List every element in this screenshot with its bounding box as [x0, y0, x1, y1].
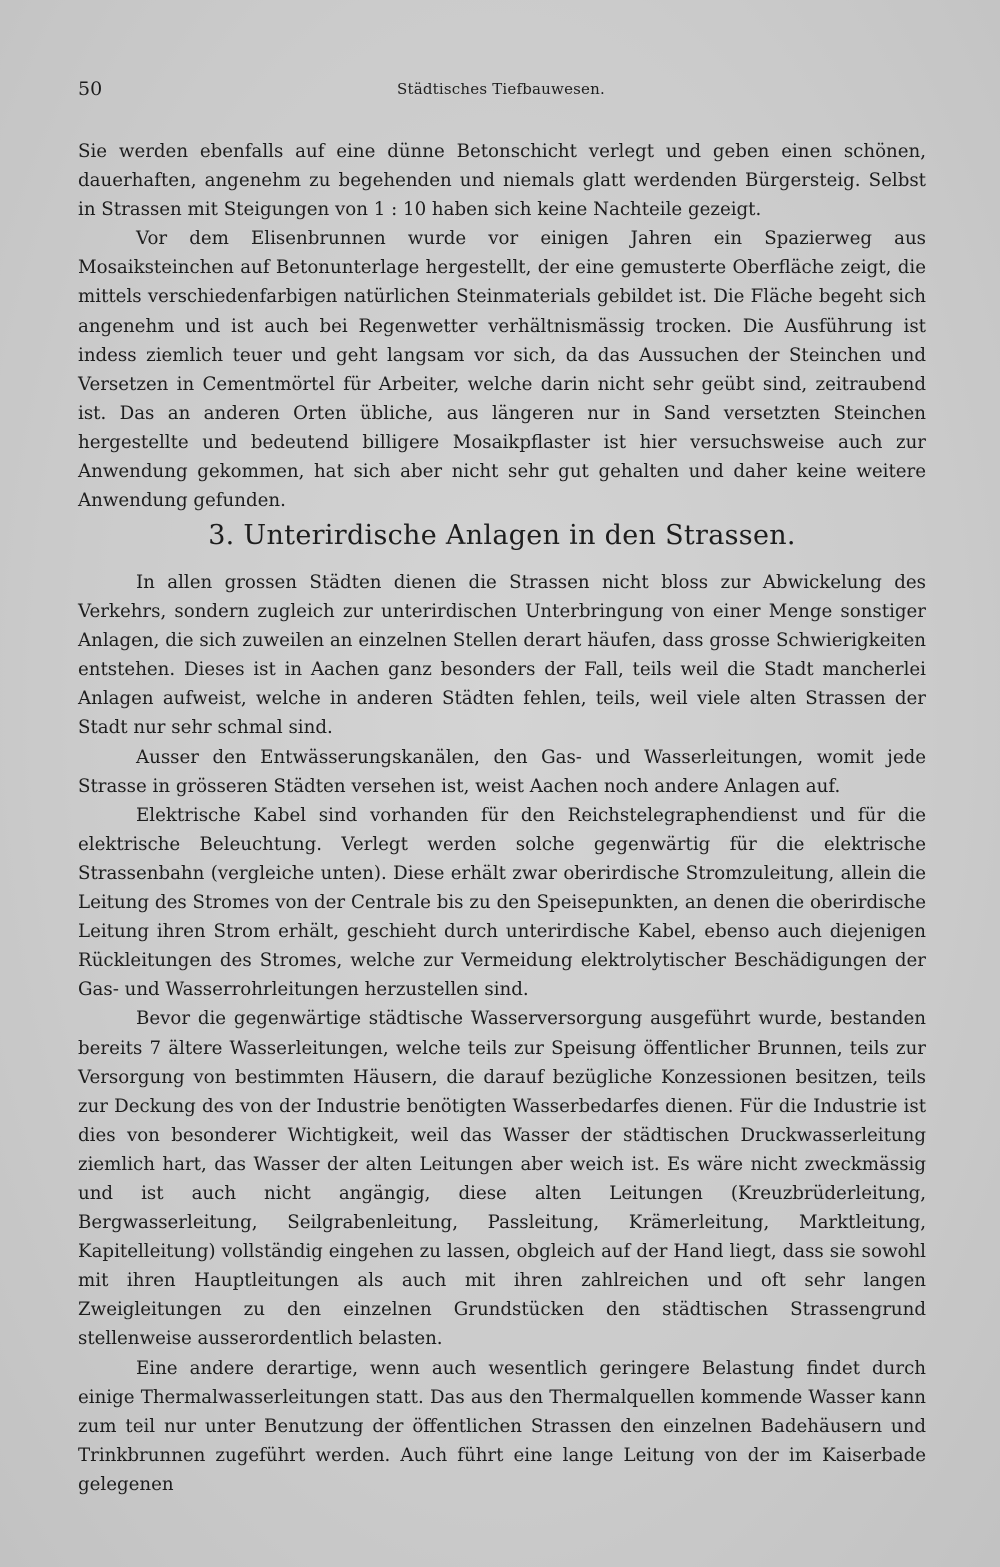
running-title: Städtisches Tiefbauwesen.	[397, 80, 605, 98]
paragraph: Vor dem Elisenbrunnen wurde vor einigen Jahren ein Spazierweg aus Mosaiksteinchen auf Betonunterlage hergestellt, der eine gemusterte Oberfläche zeigt, die mittels verschiedenfarbigen natürlichen Steinmaterials gebildet ist. Die Fläche begeht sich angenehm und ist auch bei Regenwetter verhältnismässig trocken. Die Ausführung ist indess ziemlich teuer und geht langsam vor sich, da das Aussuchen der Steinchen und Versetzen in Cementmörtel für Arbeiter, welche darin nicht sehr geübt sind, zeitraubend ist. Das an anderen Orten übliche, aus längeren nur in Sand versetzten Steinchen hergestellte und bedeutend billigere Mosaikpflaster ist hier versuchsweise auch zur Anwendung gekommen, hat sich aber nicht sehr gut gehalten und daher keine weitere Anwendung gefunden.	[78, 228, 926, 512]
paragraph: Elektrische Kabel sind vorhanden für den Reichstelegraphendienst und für die elektrische Beleuchtung. Verlegt werden solche gegenwärtig für die elektrische Strassenbahn (vergleiche unten). Diese erhält zwar oberirdische Stromzuleitung, allein die Leitung des Stromes von der Centrale bis zu den Speisepunkten, an denen die oberirdische Leitung ihren Strom erhält, geschieht durch unterirdische Kabel, ebenso auch diejenigen Rückleitungen des Stromes, welche zur Vermeidung elektrolytischer Beschädigungen der Gas- und Wasserrohrleitungen herzustellen sind.	[78, 804, 926, 1001]
paragraph: Eine andere derartige, wenn auch wesentlich geringere Belastung findet durch einige Thermalwasserleitungen statt. Das aus den Thermalquellen kommende Wasser kann zum teil nur unter Benutzung der öffentlichen Strassen den einzelnen Badehäusern und Trinkbrunnen zugeführt werden. Auch führt eine lange Leitung von der im Kaiserbade gelegenen	[78, 1357, 926, 1495]
paragraph: Bevor die gegenwärtige städtische Wasserversorgung ausgeführt wurde, bestanden bereits 7 ältere Wasserleitungen, welche teils zur Speisung öffentlicher Brunnen, teils zur Versorgung von bestimmten Häusern, die darauf bezügliche Konzessionen besitzen, teils zur Deckung des von der Industrie benötigten Wasserbedarfes dienen. Für die Industrie ist dies von besonderer Wichtigkeit, weil das Wasser der städtischen Druckwasserleitung ziemlich hart, das Wasser der alten Leitungen aber weich ist. Es wäre nicht zweckmässig und ist auch nicht angängig, diese alten Leitungen (Kreuzbrüderleitung, Bergwasserleitung, Seilgrabenleitung, Passleitung, Krämerleitung, Marktleitung, Kapitelleitung) vollständig eingehen zu lassen, obgleich auf der Hand liegt, dass sie sowohl mit ihren Hauptleitungen als auch mit ihren zahlreichen und oft sehr langen Zweigleitungen zu den einzelnen Grundstücken den städtischen Strassengrund stellenweise ausserordentlich belasten.	[78, 1008, 926, 1350]
paragraph: Sie werden ebenfalls auf eine dünne Betonschicht verlegt und geben einen schönen, dauerhaften, angenehm zu begehenden und niemals glatt werdenden Bürgersteig. Selbst in Strassen mit Steigungen von 1 : 10 haben sich keine Nachteile gezeigt.	[78, 141, 926, 221]
page-number: 50	[78, 78, 103, 100]
running-head	[78, 78, 924, 104]
text-block-after-heading	[78, 568, 926, 1499]
section-heading: 3. Unterirdische Anlagen in den Strassen.	[208, 520, 796, 551]
paragraph: In allen grossen Städten dienen die Strassen nicht bloss zur Abwickelung des Verkehrs, sondern zugleich zur unterirdischen Unterbringung von einer Menge sonstiger Anlagen, die sich zuweilen an einzelnen Stellen derart häufen, dass grosse Schwierigkeiten entstehen. Dieses ist in Aachen ganz besonders der Fall, teils weil die Stadt mancherlei Anlagen aufweist, welche in anderen Städten fehlen, teils, weil viele alten Strassen der Stadt nur sehr schmal sind.	[78, 572, 926, 739]
text-block-before-heading	[78, 137, 926, 515]
paragraph: Ausser den Entwässerungskanälen, den Gas- und Wasserleitungen, womit jede Strasse in grösseren Städten versehen ist, weist Aachen noch andere Anlagen auf.	[78, 746, 926, 797]
